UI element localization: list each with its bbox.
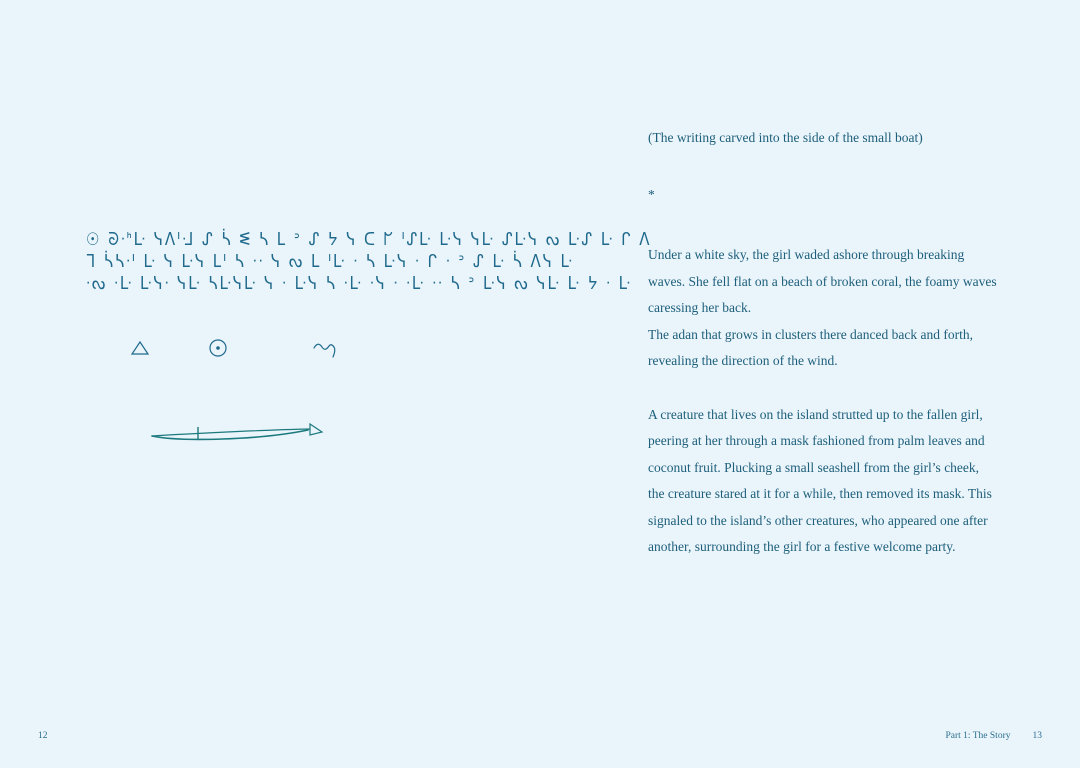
- script-line-1: ☉ ᘐᐧᑋᒷ ᓭᐱᑊᒲ ᔑ ᓵ ᓬ ᓴ ᒪ ᐣ ᔑ ᔭ ᓭ ᑕ ᖸ ᑊᔑᒷ ᒷᓭ ᓭᒷ ᔑᒷᓭ ᔓ ᒷᔑ ᒷ ᒋ ᐱ: [86, 228, 652, 250]
- circle-dot-glyph: [208, 338, 228, 358]
- script-line-3: ᐧᔓ ᐧᒷ ᒷᓭᐧ ᓭᒷ ᓴᒷᓭᒷ ᓭ ᐧ ᒷᓭ ᓴ ᐧᒷ ᐧᓭ ᐧ ᐧᒷ ᐧᐧ ᓴ ᐣ ᒷᓭ ᔓ ᓭᒷ ᒷ ᔭ ᐧ ᒷ: [86, 272, 633, 294]
- right-page: [540, 0, 1080, 768]
- squiggle-glyph: [312, 338, 338, 360]
- body-text-column: [648, 128, 998, 561]
- caption-text: (The writing carved into the side of the small boat): [648, 130, 923, 145]
- triangle-glyph: [130, 340, 150, 356]
- page-number-left: 12: [38, 731, 48, 741]
- page-number-right: 13: [1032, 731, 1042, 741]
- running-head: Part 1: The Story: [945, 731, 1011, 741]
- paragraph-1: Under a white sky, the girl waded ashore through breaking waves. She fell flat on a beach of broken coral, the foamy waves caressing her back. The adan that grows in clusters there danced back and forth, revealing the direction of the wind.: [648, 247, 997, 368]
- glyph-row: [130, 332, 370, 372]
- page-footer-right: [945, 731, 1042, 741]
- canoe-drawing: [140, 410, 340, 455]
- carved-script-illustration: [86, 228, 652, 294]
- section-separator: *: [648, 187, 655, 202]
- paragraph-2: A creature that lives on the island strutted up to the fallen girl, peering at her through a mask fashioned from palm leaves and coconut fruit. Plucking a small seashell from the girl’s cheek, the creature stared at it for a while, then removed its mask. This signaled to the island’s other creatures, who appeared one after another, surrounding the girl for a festive welcome party.: [648, 406, 992, 554]
- script-line-2: ᒣ ᓵᓴᐧᑊ ᒷ ᓭ ᒷᓭ ᒪᑊ ᓴ ᐧᐧ ᓭ ᔓ ᒪ ᑊᒷ ᐧ ᓴ ᒷᓭ ᐧ ᒋ ᐧ ᐣ ᔑ ᒷ ᓵ ᐱᓭ ᒷ: [86, 250, 575, 272]
